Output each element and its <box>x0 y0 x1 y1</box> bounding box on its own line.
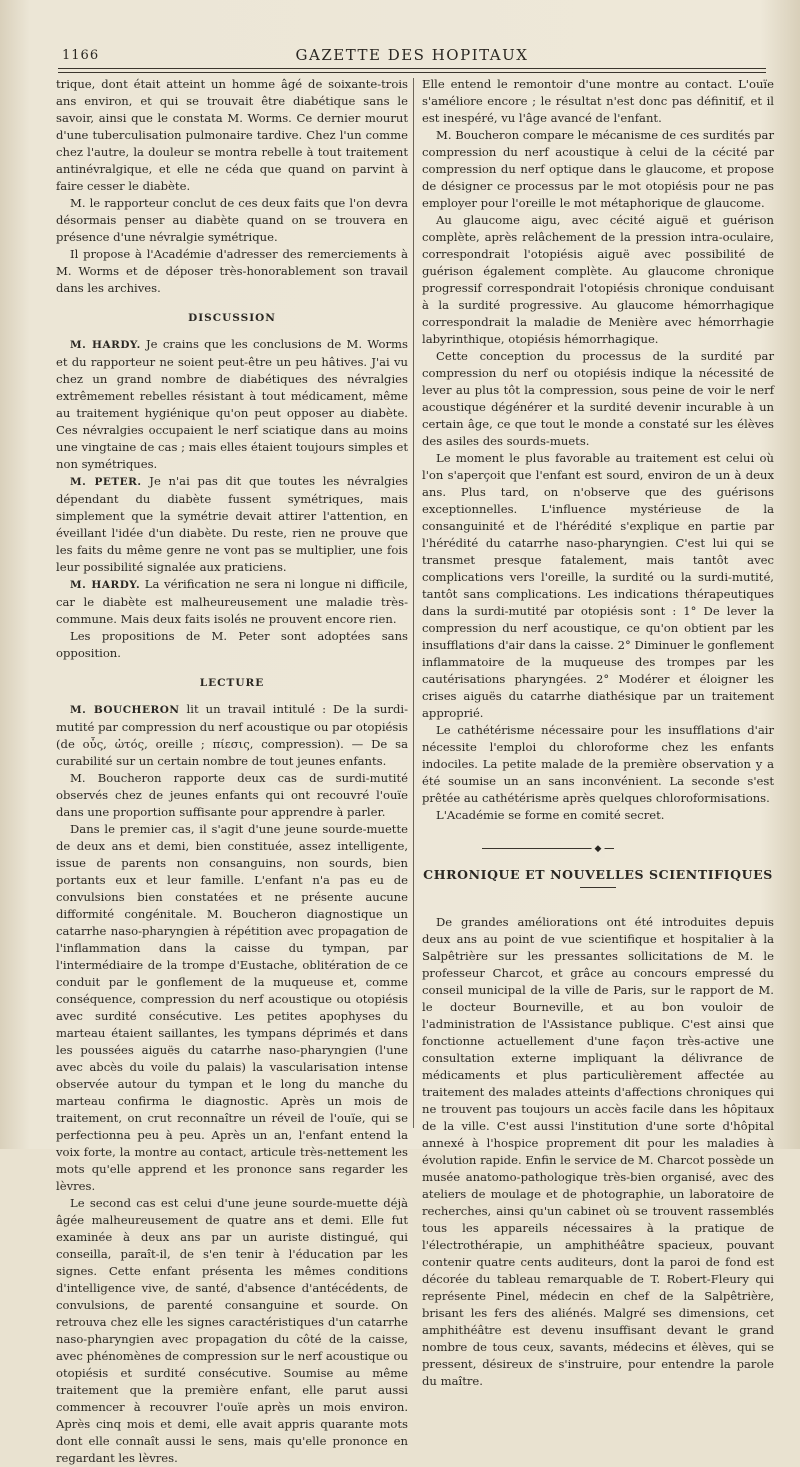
page-header <box>58 46 766 66</box>
lecture-heading: LECTURE <box>199 677 265 689</box>
paragraph: trique, dont était atteint un homme âgé de soixante-trois ans environ, et qui se trouvait être diabétique sans le savoir, ainsi que le constata M. Worms. Ce dernier mourut d'une tuberculisation pulmonaire tardive. Chez l'un comme chez l'autre, la douleur se montra rebelle à tout traitement antinévralgique, et elle ne céda que quand on parvint à faire cesser le diabète. <box>56 77 408 193</box>
chronique-heading: CHRONIQUE ET NOUVELLES SCIENTIFIQUES <box>423 867 773 882</box>
paragraph <box>56 336 408 473</box>
speaker-text: La vérification ne sera ni longue ni difficile, car le diabète est malheureusement une maladie très-commune. Mais deux faits isolés ne prouvent encore rien. <box>56 577 408 626</box>
page-number: 1166 <box>62 48 100 63</box>
paragraph <box>56 473 408 576</box>
left-column <box>56 76 408 1467</box>
paragraph: Le second cas est celui d'une jeune sourde-muette déjà âgée malheureusement de quatre ans et demi. Elle fut examinée à deux ans par un auriste distingué, qui conseilla, paraît-il, de s'en tenir à l'éducation par les signes. Cette enfant présenta les mêmes conditions d'intelligence vive, de santé, d'absence d'antécédents, de convulsions, de parenté consanguine et sourde. On retrouva chez elle les signes caractéristiques d'un catarrhe naso-pharyngien avec propagation du côté de la caisse, avec phénomènes de compression sur le nerf acoustique ou otopiésis et surdité consécutive. Soumise au même traitement que la première enfant, elle parut aussi commencer à recouvrer l'ouïe après un mois environ. Après cinq mois et demi, elle avait appris quarante mots dont elle connaît aussi le sens, mais qu'elle prononce en regardant les lèvres. <box>56 1196 408 1465</box>
paragraph: Cette conception du processus de la surdité par compression du nerf ou otopiésis indique la nécessité de lever au plus tôt la compression, sous peine de voir le nerf acoustique dégénérer et la surdité devenir incurable à un certain âge, ce que tout le monde a constaté sur les élèves des asiles des sourds-muets. <box>422 349 774 448</box>
paragraph: Les propositions de M. Peter sont adoptées sans opposition. <box>56 629 408 660</box>
speaker-text: Je crains que les conclusions de M. Worms et du rapporteur ne soient peut-être un peu hâtives. J'ai vu chez un grand nombre de diabétiques des névralgies extrêmement rebelles résistant à tout médicament, même au traitement hygiénique qu'on peut opposer au diabète. Ces névralgies occupaient le nerf sciatique dans au moins une vingtaine de cas ; mais elles étaient toujours simples et non symétriques. <box>56 337 408 471</box>
section-separator <box>422 838 774 860</box>
heading-underline <box>580 887 616 888</box>
header-rule-thick <box>58 68 766 69</box>
paragraph: De grandes améliorations ont été introduites depuis deux ans au point de vue scientifique et hospitalier à la Salpêtrière sur les pressantes sollicitations de M. le professeur Charcot, et grâce au concours empressé du conseil municipal de la ville de Paris, sur le rapport de M. le docteur Bourneville, et au bon vouloir de l'administration de l'Assistance publique. C'est ainsi que fonctionne actuellement d'une façon très-active une consultation externe impliquant la délivrance de médicaments et plus particulièrement affectée au traitement des malades atteints d'affections chroniques qui ne trouvent pas toujours un accès facile dans les hôpitaux de la ville. C'est aussi l'institution d'une sorte d'hôpital annexé à l'hospice proprement dit pour les maladies à évolution rapide. Enfin le service de M. Charcot possède un musée anatomo-pathologique très-bien organisé, avec des ateliers de moulage et de photographie, un laboratoire de recherches, ainsi qu'un cabinet où se trouvent rassemblés tous les appareils nécessaires à la pratique de l'électrothérapie, un amphithéâtre spacieux, pouvant contenir quatre cents auditeurs, dont la paroi de fond est décorée du tableau remarquable de T. Robert-Fleury qui représente Pinel, médecin en chef de la Salpêtrière, brisant les fers des aliénés. Malgré ses dimensions, cet amphithéâtre est devenu insuffisant devant le grand nombre de tous ceux, savants, médecins et élèves, qui se pressent, désireux de s'instruire, pour entendre la parole du maître. <box>422 915 774 1388</box>
paragraph: Le cathétérisme nécessaire pour les insufflations d'air nécessite l'emploi du chloroforme chez les enfants indociles. La petite malade de la première observation y a été soumise un an sans inconvénient. La seconde s'est prêtée au cathétérisme après quelques chloroformisations. <box>422 723 774 805</box>
paragraph <box>56 701 408 770</box>
right-column <box>422 76 774 1390</box>
journal-title: GAZETTE DES HOPITAUX <box>295 46 529 64</box>
paragraph: Il propose à l'Académie d'adresser des remerciements à M. Worms et de déposer très-honorablement son travail dans les archives. <box>56 247 408 295</box>
paragraph <box>56 576 408 628</box>
header-rule-thin <box>58 72 766 73</box>
paragraph: M. Boucheron compare le mécanisme de ces surdités par compression du nerf acoustique à celui de la cécité par compression du nerf optique dans le glaucome, et propose de désigner ce processus par le mot otopiésis pour ne pas employer pour l'oreille le mot métaphorique de glaucome. <box>422 128 774 210</box>
paragraph: M. le rapporteur conclut de ces deux faits que l'on devra désormais penser au diabète quand on se trouvera en présence d'une névralgie symétrique. <box>56 196 408 244</box>
speaker-name: M. HARDY. <box>70 339 141 351</box>
paragraph: L'Académie se forme en comité secret. <box>436 808 665 822</box>
column-divider <box>413 78 414 1128</box>
paragraph: Elle entend le remontoir d'une montre au contact. L'ouïe s'améliore encore ; le résultat n'est donc pas définitif, et il est inespéré, vu l'âge avancé de l'enfant. <box>422 77 774 125</box>
speaker-text: lit un travail intitulé : De la surdi-mutité par compression du nerf acoustique ou par otopiésis (de οὖς, ὠτός, oreille ; πίεσις, compression). — De sa curabilité sur un certain nombre de tout jeunes enfants. <box>56 702 408 768</box>
paragraph: Le moment le plus favorable au traitement est celui où l'on s'aperçoit que l'enfant est sourd, environ de un à deux ans. Plus tard, on n'observe que des guérisons exceptionnelles. L'influence mystérieuse de la consanguinité et de l'hérédité s'explique en partie par l'hérédité du catarrhe naso-pharyngien. C'est lui qui se transmet presque fatalement, mais tantôt avec complications vers l'oreille, la surdité ou la surdi-mutité, tantôt sans complications. Les indications thérapeutiques dans la surdi-mutité par otopiésis sont : 1° De lever la compression du nerf acoustique, ce qu'on obtient par les insufflations d'air dans la caisse. 2° Diminuer le gonflement inflammatoire de la muqueuse des trompes par les cautérisations pharyngées. 2° Modérer et éloigner les crises aiguës du catarrhe diathésique par un traitement approprié. <box>422 451 774 720</box>
speaker-name: M. PETER. <box>70 476 142 488</box>
speaker-text: Je n'ai pas dit que toutes les névralgies dépendant du diabète fussent symétriques, mais simplement que la symétrie devait attirer l'attention, en éveillant l'idée d'un diabète. Du reste, rien ne prouve que les faits du même genre ne vont pas se multiplier, une fois leur possibilité signalée aux praticiens. <box>56 474 409 574</box>
speaker-name: M. HARDY. <box>70 579 141 591</box>
paragraph: Au glaucome aigu, avec cécité aiguë et guérison complète, après relâchement de la pression intra-oculaire, correspondrait l'otopiésis aiguë avec possibilité de guérison également complète. Au glaucome chronique progressif correspondrait l'otopiésis chronique conduisant à la surdité progressive. Au glaucome hémorrhagique correspondrait la maladie de Menière avec hémorrhagie labyrinthique, otopiésis hémorrhagique. <box>422 213 774 346</box>
discussion-heading: DISCUSSION <box>188 312 276 324</box>
paragraph: M. Boucheron rapporte deux cas de surdi-mutité observés chez de jeunes enfants qui ont recouvré l'ouïe dans une proportion suffisante pour apprendre à parler. <box>56 771 408 819</box>
speaker-name: M. BOUCHERON <box>70 704 180 716</box>
paragraph: Dans le premier cas, il s'agit d'une jeune sourde-muette de deux ans et demi, bien constituée, assez intelligente, issue de parents non consanguins, non sourds, bien portants eux et leur famille. L'enfant n'a pas eu de convulsions bien constatées et ne présente aucune difformité congénitale. M. Boucheron diagnostique un catarrhe naso-pharyngien à répétition avec propagation de l'inflammation dans la caisse du tympan, par l'intermédiaire de la trompe d'Eustache, oblitération de ce conduit par le gonflement de la muqueuse et, comme conséquence, compression du nerf acoustique ou otopiésis avec surdité consécutive. Les petites apophyses du marteau étaient saillantes, les tympans déprimés et dans les poussées aiguës du catarrhe naso-pharyngien (l'une avec abcès du voile du palais) la vascularisation intense observée autour du tympan et le long du manche du marteau confirma le diagnostic. Après un mois de traitement, on crut reconnaître un réveil de l'ouïe, qui se perfectionna peu à peu. Après un an, l'enfant entend la voix forte, la montre au contact, articule très-nettement les mots qu'elle apprend et les prononce sans regarder les lèvres. <box>56 822 408 1193</box>
diamond-ornament-icon: ◆ <box>592 841 605 858</box>
